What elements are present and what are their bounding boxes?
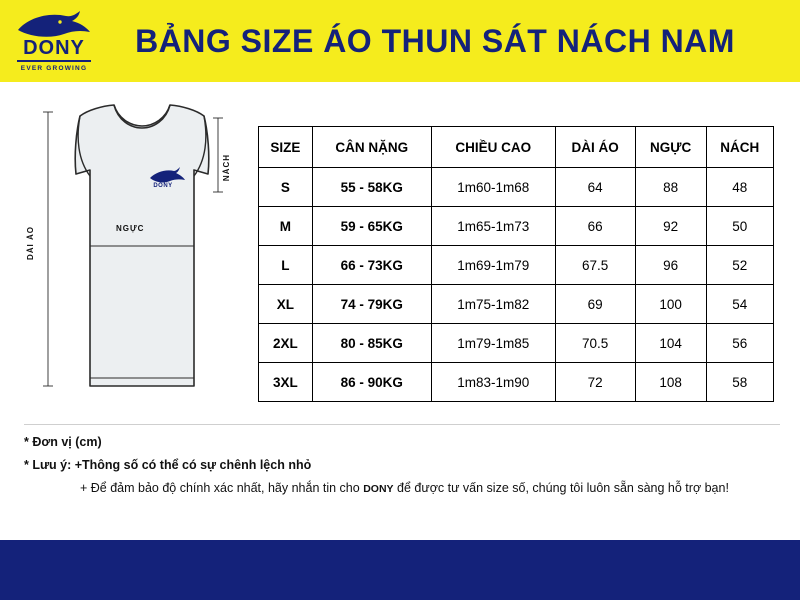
note-accuracy-prefix: + Để đảm bảo độ chính xác nhất, hãy nhắn tin cho — [80, 481, 364, 495]
cell-armhole: 48 — [706, 168, 773, 207]
column-header-weight: CÂN NẶNG — [312, 127, 431, 168]
cell-size: L — [259, 246, 313, 285]
cell-chest: 100 — [635, 285, 706, 324]
cell-length: 67.5 — [555, 246, 635, 285]
dony-logo — [8, 10, 100, 72]
label-armhole: NÁCH — [222, 154, 231, 182]
cell-weight: 55 - 58KG — [312, 168, 431, 207]
cell-height: 1m65-1m73 — [431, 207, 555, 246]
table-row — [259, 363, 774, 402]
table-row — [259, 324, 774, 363]
cell-length: 69 — [555, 285, 635, 324]
cell-height: 1m83-1m90 — [431, 363, 555, 402]
cell-size: XL — [259, 285, 313, 324]
cell-weight: 80 - 85KG — [312, 324, 431, 363]
cell-height: 1m75-1m82 — [431, 285, 555, 324]
cell-length: 64 — [555, 168, 635, 207]
note-accuracy-brand: DONY — [363, 483, 394, 495]
cell-chest: 88 — [635, 168, 706, 207]
cell-chest: 92 — [635, 207, 706, 246]
cell-weight: 66 - 73KG — [312, 246, 431, 285]
cell-armhole: 52 — [706, 246, 773, 285]
cell-chest: 96 — [635, 246, 706, 285]
notes-section — [24, 424, 780, 504]
cell-height: 1m79-1m85 — [431, 324, 555, 363]
table-row — [259, 285, 774, 324]
note-accuracy — [24, 481, 780, 495]
cell-size: S — [259, 168, 313, 207]
cell-weight: 59 - 65KG — [312, 207, 431, 246]
column-header-chest: NGỰC — [635, 127, 706, 168]
note-unit: * Đơn vị (cm) — [24, 435, 102, 449]
note-accuracy-suffix: để được tư vấn size số, chúng tôi luôn sẵn sàng hỗ trợ bạn! — [393, 481, 729, 495]
table-header-row — [259, 127, 774, 168]
cell-length: 72 — [555, 363, 635, 402]
column-header-armhole: NÁCH — [706, 127, 773, 168]
cell-length: 66 — [555, 207, 635, 246]
cell-length: 70.5 — [555, 324, 635, 363]
logo-divider — [17, 60, 91, 62]
cell-weight: 86 - 90KG — [312, 363, 431, 402]
label-chest: NGỰC — [116, 224, 145, 233]
size-table — [258, 126, 774, 402]
cell-chest: 104 — [635, 324, 706, 363]
shark-icon — [14, 10, 94, 40]
note-caution: * Lưu ý: +Thông số có thể có sự chênh lệch nhỏ — [24, 458, 312, 472]
logo-wordmark: DONY — [23, 37, 85, 59]
cell-size: 3XL — [259, 363, 313, 402]
chest-logo — [142, 174, 184, 196]
footer-bar — [0, 540, 800, 600]
cell-armhole: 54 — [706, 285, 773, 324]
cell-armhole: 50 — [706, 207, 773, 246]
column-header-height: CHIỀU CAO — [431, 127, 555, 168]
cell-armhole: 56 — [706, 324, 773, 363]
chest-logo-label: DONY — [153, 183, 173, 189]
label-shirt-length: DÀI ÁO — [26, 226, 35, 260]
table-row — [259, 207, 774, 246]
header-banner — [0, 0, 800, 82]
cell-weight: 74 - 79KG — [312, 285, 431, 324]
cell-height: 1m60-1m68 — [431, 168, 555, 207]
shirt-diagram — [18, 96, 248, 406]
cell-chest: 108 — [635, 363, 706, 402]
column-header-size: SIZE — [259, 127, 313, 168]
cell-height: 1m69-1m79 — [431, 246, 555, 285]
cell-size: M — [259, 207, 313, 246]
cell-armhole: 58 — [706, 363, 773, 402]
page-title: BẢNG SIZE ÁO THUN SÁT NÁCH NAM — [135, 22, 735, 59]
column-header-length: DÀI ÁO — [555, 127, 635, 168]
tank-top-illustration — [18, 96, 248, 406]
cell-size: 2XL — [259, 324, 313, 363]
table-row — [259, 246, 774, 285]
logo-tagline: EVER GROWING — [20, 65, 88, 72]
table-row — [259, 168, 774, 207]
